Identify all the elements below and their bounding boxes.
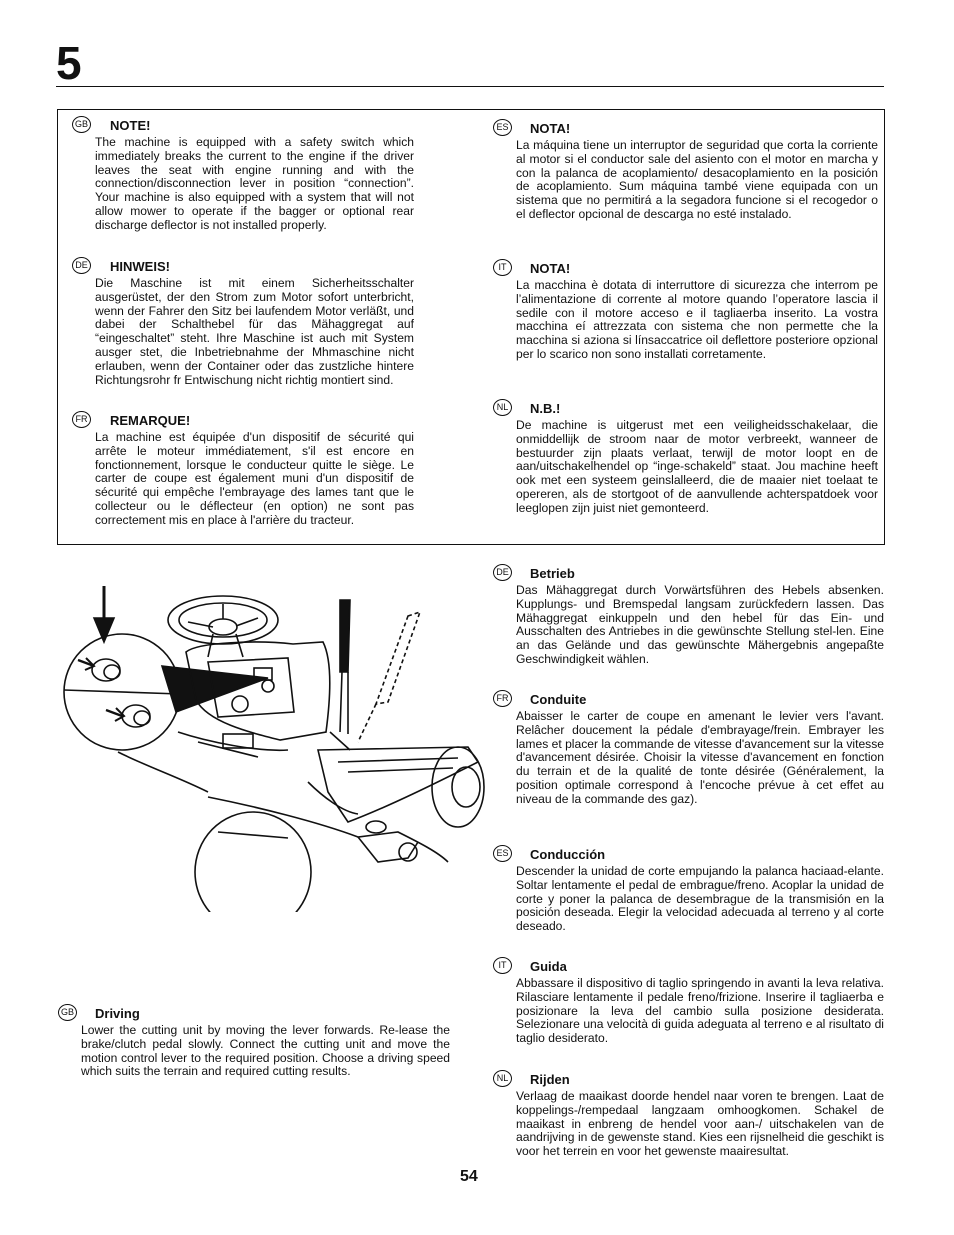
driving-it <box>493 959 884 1046</box>
note-es-title: NOTA! <box>530 121 571 136</box>
note-it-text: La macchina è dotata di interruttore di sicurezza che interrom pe l’alimentazione di corrente al motore quando l’operatore lascia il sedile con il motore acceso e il tagliaerba inserito. La vostra macchina eí attrezzata con sistema che non permette che la macchina si aziona si línsaccatrice oil deflettore posteriore opzional per lo scarico non sono installati corretamente. <box>516 278 878 361</box>
gb-language-badge: GB <box>58 1004 77 1021</box>
nl-language-badge: NL <box>493 1070 512 1087</box>
driving-de <box>493 566 884 667</box>
note-de <box>58 259 414 387</box>
driving-it-title: Guida <box>530 959 567 974</box>
note-fr-text: La machine est équipée d'un dispositif de sécurité qui arrête le moteur immédiatement, s'il est encore en fonctionnement, lorsque le conducteur quitte le siège. Le carter de coupe est également muni d'un dispositif de sécurité qui empêche l'embrayage des lames tant que le collecteur ou le déflecteur (en option) ne sont pas correctement mis en place à l'arrière du tracteur. <box>95 430 414 527</box>
driving-de-title: Betrieb <box>530 566 575 581</box>
fr-language-badge: FR <box>72 411 91 428</box>
driving-es-title: Conducción <box>530 847 606 862</box>
gb-language-badge: GB <box>72 116 91 133</box>
fr-language-badge: FR <box>493 690 512 707</box>
driving-fr <box>493 692 884 807</box>
note-es-text: La máquina tiene un interruptor de seguridad que corta la corriente al motor si el conductor sale del asiento con el motor en marcha y con la palanca de acoplamiento/ desacoplamiento en la posición de acoplamiento. Sum máquina també viene equipada con un sistema que no permitirá a la segadora funcione si el recogedor o el deflector opcional de descarga no esté instalado. <box>516 138 878 221</box>
header-rule <box>56 86 884 87</box>
driving-nl-title: Rijden <box>530 1072 570 1087</box>
note-nl <box>493 401 878 516</box>
it-language-badge: IT <box>493 259 512 276</box>
note-gb-title: NOTE! <box>110 118 151 133</box>
nl-language-badge: NL <box>493 399 512 416</box>
note-it-title: NOTA! <box>530 261 571 276</box>
de-language-badge: DE <box>72 257 91 274</box>
note-es <box>493 121 878 222</box>
tractor-controls-illustration <box>58 582 488 912</box>
driving-nl <box>493 1072 884 1159</box>
note-gb <box>58 118 414 233</box>
note-nl-title: N.B.! <box>530 401 561 416</box>
driving-nl-text: Verlaag de maaikast doorde hendel naar voren te brengen. Laat de koppelings-/rempedaal langzaam omhoogkomen. Schakel de maaikast in enbreng de hendel voor aan-/ uitschakelen van de aandrijving in de gewenste stand. Kies een rijsnelheid die geschikt is voor het terrein en voor het gewenste maairesultat. <box>516 1089 884 1159</box>
note-nl-text: De machine is uitgerust met een veiligheidsschakelaar, die onmiddellijk de stroom naar de motor verbreekt, wanneer de bestuurder zijn plaats verlaat, terwijl de motor loopt en de aan/uitschakelhendel op “inge-schakeld” staat. Jou machine heeft ook met een systeem geinslalleerd, die de maaier niet toelaat te opereren, als de stortgoot of de aanvullende achterspatdoek voor leeglopen zijn juist niet gemonteerd. <box>516 418 878 515</box>
note-fr <box>58 413 414 528</box>
de-language-badge: DE <box>493 564 512 581</box>
driving-gb-text: Lower the cutting unit by moving the lever forwards. Re-lease the brake/clutch pedal slowly. Connect the cutting unit and move the motion control lever to the required position. Choose a driving speed which suits the terrain and required cutting results. <box>81 1023 450 1079</box>
note-gb-text: The machine is equipped with a safety switch which immediately breaks the current to the engine if the driver leaves the seat with engine running and with the connection/disconnection lever in position “connection”. Your machine is also equipped with a system that will not allow mower to operate if the bagger or optional rear discharge deflector is not installed properly. <box>95 135 414 232</box>
driving-de-text: Das Mähaggregat durch Vorwärtsführen des Hebels absenken. Kupplungs- und Bremspedal langsam zurückfedern lassen. Das Mähaggregat einkuppeln und den hebel für das Ein- und Ausschalten des Antriebes in die gewünschte Stellung stel-len. Eine an das Gelände und das gewünschte Mähergebnis angepaßte Geschwindigkeit wählen. <box>516 583 884 666</box>
chapter-number: 5 <box>56 37 82 89</box>
driving-gb <box>58 1006 450 1079</box>
es-language-badge: ES <box>493 845 512 862</box>
note-it <box>493 261 878 362</box>
driving-gb-title: Driving <box>95 1006 140 1021</box>
page-number: 54 <box>460 1168 478 1185</box>
driving-fr-title: Conduite <box>530 692 587 707</box>
driving-it-text: Abbassare il dispositivo di taglio springendo in avanti la leva relativa. Rilasciare lentamente il pedale freno/frizione. Inserire il tagliaerba e posizionare la leva del cambio sulla posizione desiderata. Selezionare una velocità di guida adeguata al terreno e al risultato di taglio desiderato. <box>516 976 884 1046</box>
es-language-badge: ES <box>493 119 512 136</box>
note-de-text: Die Maschine ist mit einem Sicherheitsschalter ausgerüstet, der den Strom zum Motor sofort unterbricht, wenn der Fahrer den Sitz bei laufendem Motor verläßt, und dabei der Schalthebel für das Mähaggregat auf “eingeschaltet” steht. Ihre Maschine ist auch mit System ausger stet, die Inbetriebnahme der Mhmaschine nicht erlauben, wenn der Container oder das zustzliche hintere Richtungsrohr fr Entwischung nicht richtig montiert sind. <box>95 276 414 387</box>
note-de-title: HINWEIS! <box>110 259 170 274</box>
it-language-badge: IT <box>493 957 512 974</box>
note-fr-title: REMARQUE! <box>110 413 191 428</box>
driving-es-text: Descender la unidad de corte empujando la palanca haciaad-elante. Soltar lentamente el pedal de embrague/freno. Acoplar la unidad de corte y poner la palanca de desembrague de la transmisión en la posición deseada. Elegir la velocidad adecuada al terreno y al corte deseado. <box>516 864 884 934</box>
driving-es <box>493 847 884 934</box>
driving-fr-text: Abaisser le carter de coupe en amenant le levier vers l'avant. Relâcher doucement la pédale d'embrayage/frein. Embrayer les lames et placer la commande de vitesse d'avancement sur la vitesse d'avancement désirée. Choisir la vitesse d'avancement en fonction du terrain et de la qualité de tonte désirée (Généralement, la position optimale correspond à l'encoche prévue à cet effet au niveau de la commande des gaz). <box>516 709 884 806</box>
